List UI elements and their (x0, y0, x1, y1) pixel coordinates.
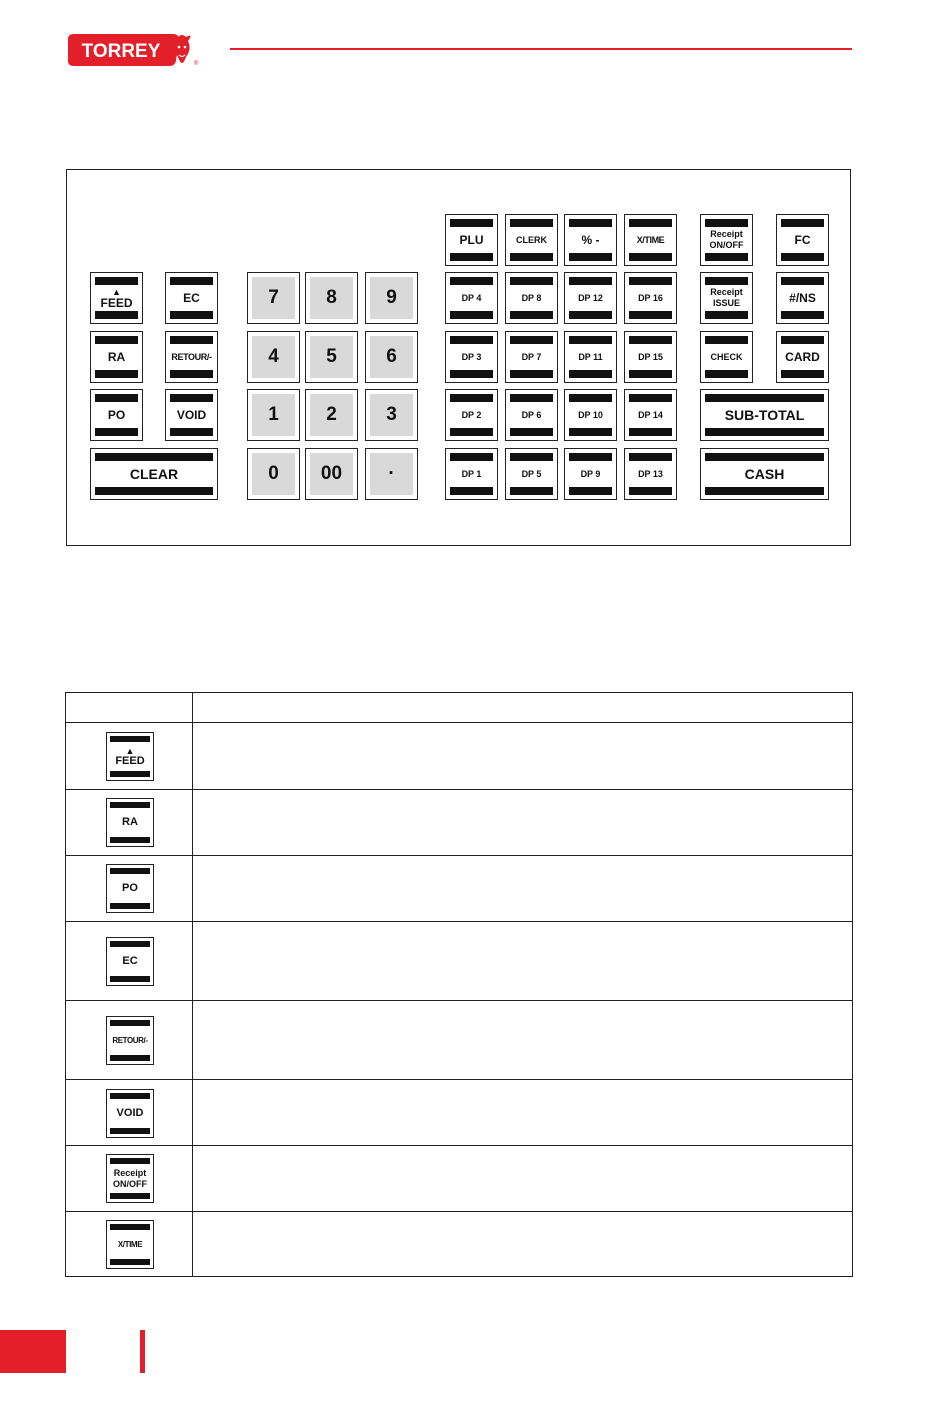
key-sub-total: SUB-TOTAL (700, 389, 829, 441)
key-5: 5 (305, 331, 358, 383)
key-9: 9 (365, 272, 418, 324)
up-arrow-icon: ▲ (112, 286, 121, 297)
key-description-table (65, 692, 853, 1277)
table-key-ra: RA (106, 798, 154, 847)
key-cash: CASH (700, 448, 829, 500)
row-divider (66, 1079, 852, 1080)
key-x-time: X/TIME (624, 214, 677, 266)
key-no-sale: #/NS (776, 272, 829, 324)
key-dp4: DP 4 (445, 272, 498, 324)
trademark-mark: ® (194, 61, 199, 67)
key-dp16: DP 16 (624, 272, 677, 324)
key-dp13: DP 13 (624, 448, 677, 500)
key-dp15: DP 15 (624, 331, 677, 383)
key-dp11: DP 11 (564, 331, 617, 383)
key-dp9: DP 9 (564, 448, 617, 500)
logo-text: TORREY (81, 41, 161, 62)
key-receipt-issue: Receipt ISSUE (700, 272, 753, 324)
key-percent-minus: % - (564, 214, 617, 266)
row-divider (66, 1211, 852, 1212)
key-ec: EC (165, 272, 218, 324)
key-dp12: DP 12 (564, 272, 617, 324)
table-key-retour: RETOUR/- (106, 1016, 154, 1065)
key-decimal: · (365, 448, 418, 500)
key-6: 6 (365, 331, 418, 383)
key-0: 0 (247, 448, 300, 500)
up-arrow-icon: ▲ (125, 745, 135, 756)
key-feed: ▲ FEED (90, 272, 143, 324)
table-key-x-time: X/TIME (106, 1220, 154, 1269)
key-4: 4 (247, 331, 300, 383)
table-key-receipt-on-off: Receipt ON/OFF (106, 1154, 154, 1203)
key-dp1: DP 1 (445, 448, 498, 500)
key-1: 1 (247, 389, 300, 441)
torrey-logo (66, 31, 200, 69)
table-key-void: VOID (106, 1089, 154, 1138)
row-divider (66, 1000, 852, 1001)
row-divider (66, 921, 852, 922)
key-7: 7 (247, 272, 300, 324)
key-dp8: DP 8 (505, 272, 558, 324)
key-dp6: DP 6 (505, 389, 558, 441)
key-dp5: DP 5 (505, 448, 558, 500)
key-8: 8 (305, 272, 358, 324)
key-po: PO (90, 389, 143, 441)
column-divider (192, 693, 193, 1276)
key-dp14: DP 14 (624, 389, 677, 441)
key-dp7: DP 7 (505, 331, 558, 383)
header-row-divider (66, 722, 852, 723)
keyboard-layout (66, 169, 851, 546)
row-divider (66, 1145, 852, 1146)
key-dp3: DP 3 (445, 331, 498, 383)
key-card: CARD (776, 331, 829, 383)
key-ra: RA (90, 331, 143, 383)
footer-page-block (0, 1330, 66, 1373)
row-divider (66, 855, 852, 856)
key-plu: PLU (445, 214, 498, 266)
key-clear: CLEAR (90, 448, 218, 500)
key-fc: FC (776, 214, 829, 266)
header-rule (230, 48, 852, 50)
key-dp10: DP 10 (564, 389, 617, 441)
table-key-po: PO (106, 864, 154, 913)
table-key-ec: EC (106, 937, 154, 986)
key-check: CHECK (700, 331, 753, 383)
key-clerk: CLERK (505, 214, 558, 266)
key-receipt-on-off: Receipt ON/OFF (700, 214, 753, 266)
key-retour: RETOUR/- (165, 331, 218, 383)
table-key-feed: ▲ FEED (106, 732, 154, 781)
key-3: 3 (365, 389, 418, 441)
key-00: 00 (305, 448, 358, 500)
footer-accent-bar (140, 1330, 145, 1373)
row-divider (66, 789, 852, 790)
key-void: VOID (165, 389, 218, 441)
key-2: 2 (305, 389, 358, 441)
key-dp2: DP 2 (445, 389, 498, 441)
